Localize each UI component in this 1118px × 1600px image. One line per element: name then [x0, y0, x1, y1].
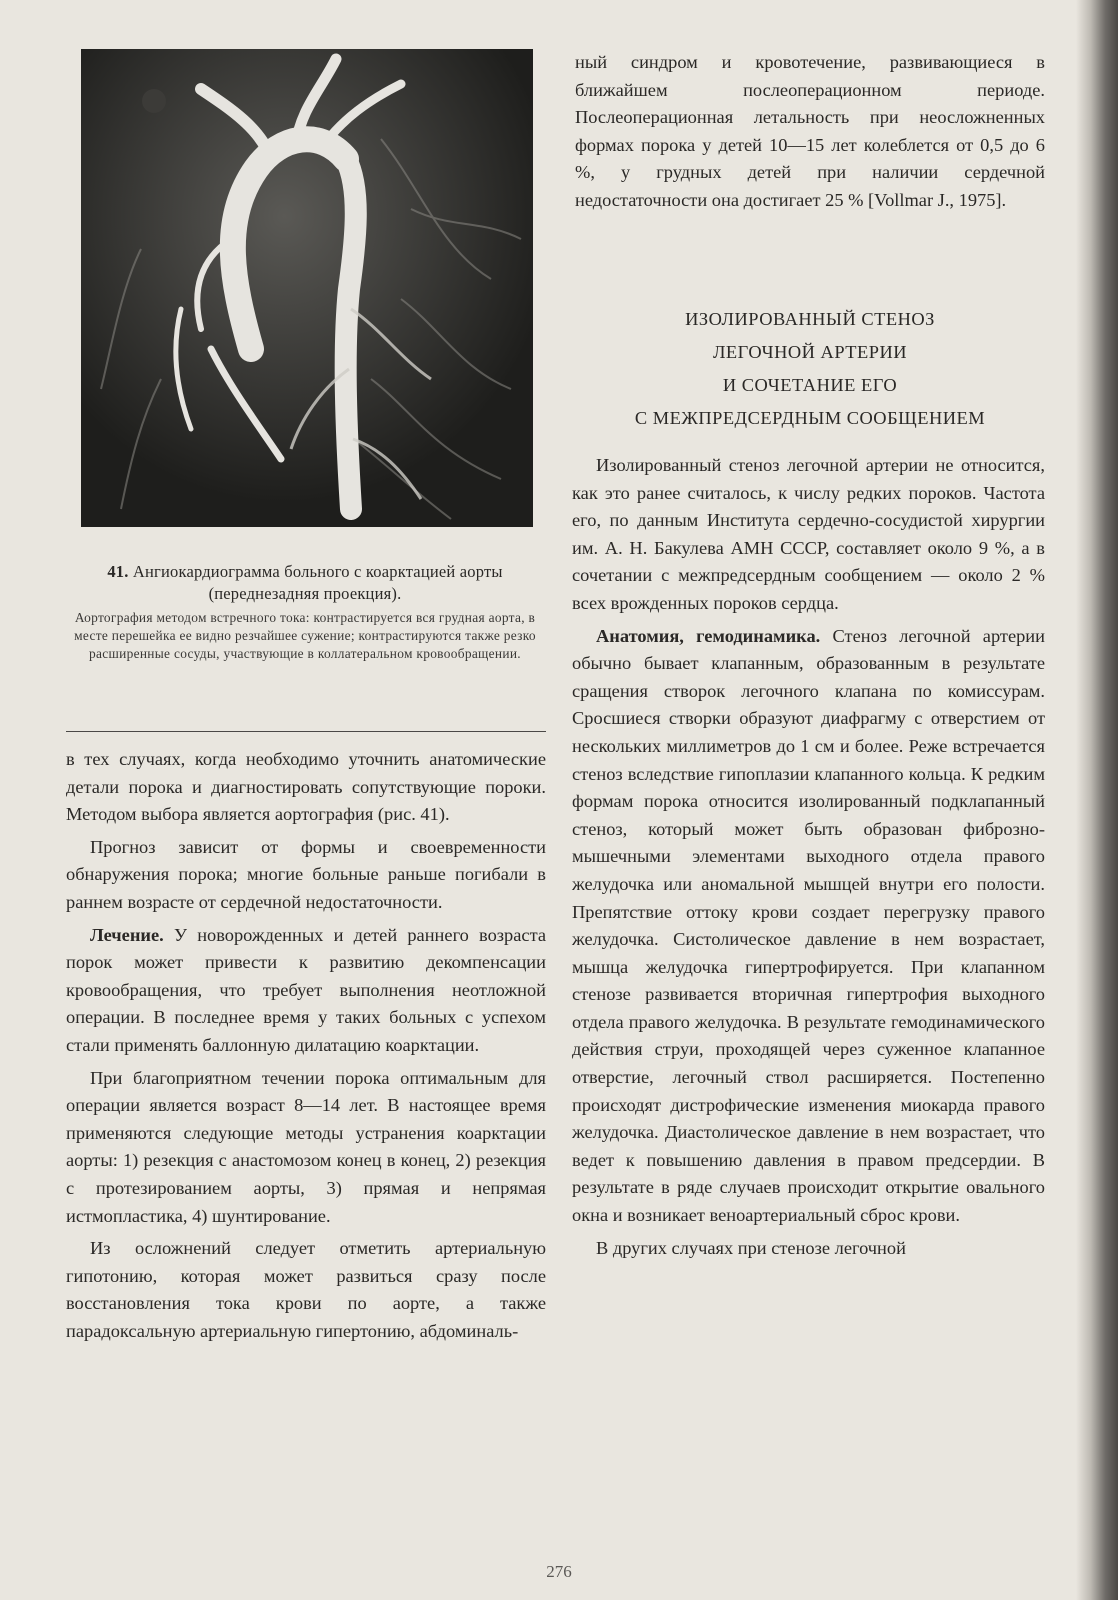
right-column-continuation — [575, 49, 1045, 215]
anatomy-lead: Анатомия, гемодинамика. — [596, 625, 821, 646]
right-paragraph-1: Изолированный стеноз легочной артерии не относится, как это ранее считалось, к числу редких пороков. Частота его, по данным Института сердечно-сосудистой хирургии им. А. Н. Бакулева АМН СССР, составляет около 9 %, а в сочетании с межпредсердным сообщением — около 2 % всех врожденных пороков сердца. — [572, 455, 1045, 613]
caption-number: 41. — [107, 562, 129, 581]
caption-title-text: Ангиокардиограмма больного с коарктацией аорты (переднезадняя проекция). — [132, 562, 503, 603]
heading-line-2: ЛЕГОЧНОЙ АРТЕРИИ — [712, 342, 908, 362]
angiogram-figure — [81, 49, 533, 527]
left-column — [66, 746, 546, 1345]
left-paragraph-5: Из осложнений следует отметить артериальную гипотонию, которая может развиться сразу после восстановления тока крови по аорте, а также парадоксальную артериальную гипертонию, абдоминаль- — [66, 1238, 546, 1341]
figure-caption — [60, 561, 550, 663]
heading-line-4: С МЕЖПРЕДСЕРДНЫМ СООБЩЕНИЕМ — [634, 408, 986, 428]
right-paragraph-2 — [572, 623, 1045, 1230]
treatment-lead: Лечение. — [90, 924, 164, 945]
section-heading — [575, 303, 1045, 435]
left-paragraph-1: в тех случаях, когда необходимо уточнить анатомические детали порока и диагностировать сопутствующие пороки. Методом выбора является аортография (рис. 41). — [66, 749, 546, 825]
right-paragraph-top: ный синдром и кровотечение, развивающиеся в ближайшем послеоперационном периоде. Послеоперационная летальность при неосложненных формах порока у детей 10—15 лет колеблется от 0,5 до 6 %, у грудных детей при наличии сердечной недостаточности она достигает 25 % [Vollmar J., 1975]. — [575, 52, 1045, 210]
heading-line-3: И СОЧЕТАНИЕ ЕГО — [722, 375, 898, 395]
right-column-main — [572, 452, 1045, 1262]
caption-divider — [66, 731, 546, 732]
left-paragraph-2: Прогноз зависит от формы и своевременности обнаружения порока; многие больные раньше погибали в раннем возрасте от сердечной недостаточности. — [66, 836, 546, 912]
left-paragraph-3 — [66, 922, 546, 1060]
anatomy-text: Стеноз легочной артерии обычно бывает клапанным, образованным в результате сращения створок легочного клапана по комиссурам. Сросшиеся створки образуют диафрагму с отверстием от нескольких миллиметров до 1 см и более. Реже встречается стеноз вследствие гипоплазии клапанного кольца. К редким формам порока относится изолированный подклапанный стеноз, который может быть образован фиброзно-мышечными элементами выходного отдела правого желудочка или аномальной мышцей внутри его полости. Препятствие оттоку крови создает перегрузку правого желудочка. Систолическое давление в нем возрастает, мышца желудочка гипертрофируется. При клапанном стенозе развивается вторичная гипертрофия выходного отдела правого желудочка. В результате гемодинамического действия струи, проходящей через суженное клапанное отверстие, легочный ствол расширяется. Постепенно происходят дистрофические изменения миокарда правого желудочка. Диастолическое давление в нем возрастает, что ведет к повышению давления в правом предсердии. В результате в ряде случаев происходит открытие овального окна и возникает веноартериальный сброс крови. — [572, 625, 1045, 1226]
caption-title — [60, 561, 550, 605]
right-paragraph-3: В других случаях при стенозе легочной — [596, 1237, 906, 1258]
left-paragraph-4: При благоприятном течении порока оптимальным для операции является возраст 8—14 лет. В настоящее время применяются следующие методы устранения коарктации аорты: 1) резекция с анастомозом конец в конец, 2) резекция с протезированием аорты, 3) прямая и непрямая истмопластика, 4) шунтирование. — [66, 1067, 546, 1226]
treatment-text: У новорожденных и детей раннего возраста порок может привести к развитию декомпенсации кровообращения, что требует выполнения неотложной операции. В последнее время у таких больных с успехом стали применять баллонную дилатацию коарктации. — [66, 924, 546, 1055]
caption-body: Аортография методом встречного тока: контрастируется вся грудная аорта, в месте перешейка ее видно резчайшее сужение; контрастируются также резко расширенные сосуды, участвующие в коллатеральном кровообращении. — [74, 610, 536, 661]
book-gutter-shadow — [1076, 0, 1118, 1600]
heading-line-1: ИЗОЛИРОВАННЫЙ СТЕНОЗ — [685, 309, 935, 329]
page-number: 276 — [546, 1562, 572, 1581]
